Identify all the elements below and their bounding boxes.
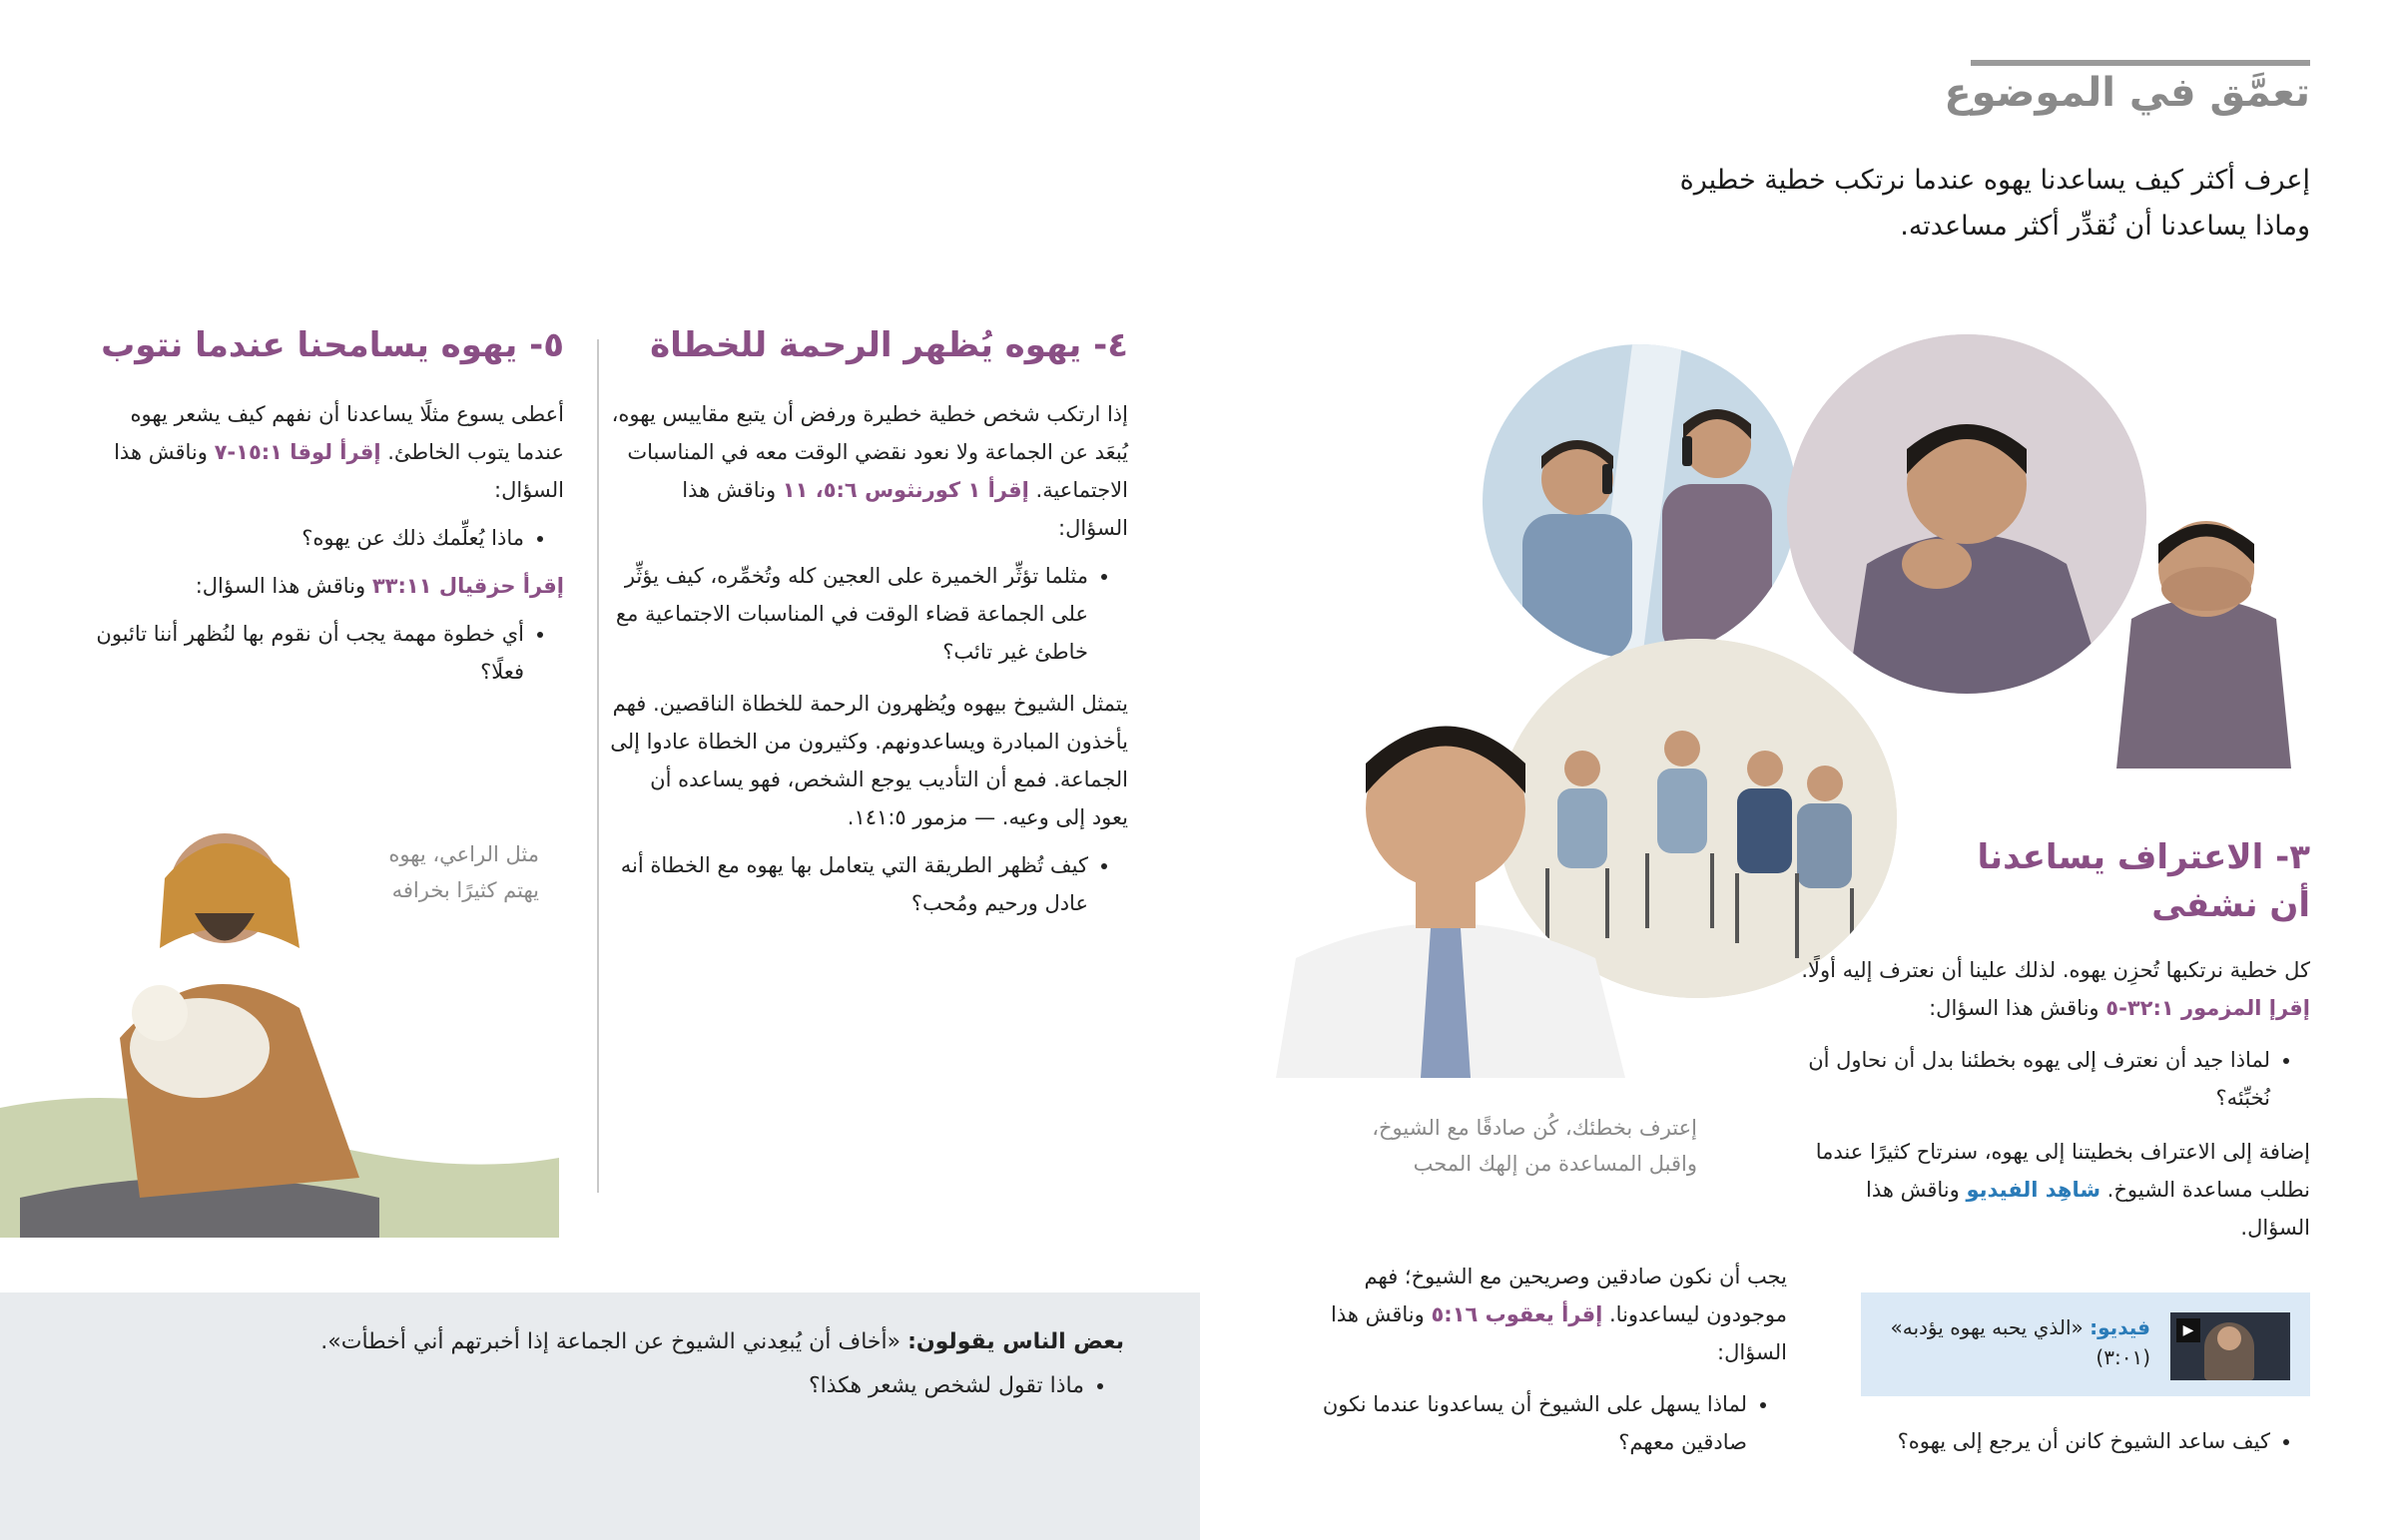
list-item: • أي خطوة مهمة يجب أن نقوم بها لنُظهر أننا تائبون فعلًا؟ [85,615,524,691]
people-say-box [0,1292,1200,1540]
section-confession [1791,833,2310,1247]
elders-paragraph: يجب أن نكون صادقين وصريحين مع الشيوخ؛ فهم موجودون ليساعدونا. إقرأ يعقوب ٥:١٦ وناقش هذا السؤال: [1330,1265,1787,1364]
section5-paragraph1: أعطى يسوع مثلًا يساعدنا أن نفهم كيف يشعر يهوه عندما يتوب الخاطئ. إقرأ لوقا ١٥:١-٧ وناقش هذا السؤال: [114,402,564,502]
section4-paragraph2: يتمثل الشيوخ بيهوه ويُظهرون الرحمة للخطاة الناقصين. فهم يأخذون المبادرة ويساعدونهم. وكثيرون من الخطاة عادوا إلى الجماعة. فمع أن التأديب يوجع الشخص، فهو يساعده أن يعود إلى وعيه. — مزمور ١٤١:٥. [610,692,1128,829]
header-rule [1971,60,2310,66]
page-title: تعمَّق في الموضوع [1944,70,2310,116]
section3-heading [1791,833,2310,929]
list-item: • كيف تُظهر الطريقة التي يتعامل بها يهوه مع الخطاة أنه عادل ورحيم ومُحب؟ [609,846,1088,922]
phone-call-illustration [1483,344,1797,659]
column-divider [597,339,599,1193]
shepherd-caption: مثل الراعي، يهوه يهتم كثيرًا بخرافه [388,842,539,902]
sad-man-illustration [2106,469,2296,769]
section3-heading-line1: ٣- الاعتراف يساعدنا [1977,837,2310,877]
list-item: • ماذا تقول لشخص يشعر هكذا؟ [126,1366,1084,1406]
section3-paragraph2: إضافة إلى الاعتراف بخطيتنا إلى يهوه، سنرتاح كثيرًا عندما نطلب مساعدة الشيوخ. شاهِد الفيديو وناقش هذا السؤال. [1815,1140,2310,1240]
section3-heading-line2: أن نشفى [2151,885,2310,925]
scripture-link-corinthians5[interactable]: إقرأ ١ كورنثوس ٥:٦، ١١ [782,478,1029,502]
section4-paragraph1: إذا ارتكب شخص خطية خطيرة ورفض أن يتبع مقاييس يهوه، يُبعَد عن الجماعة ولا نعود نقضي الوقت معه في المناسبات الاجتماعية. إقرأ ١ كورنثوس ٥:٦، ١١ وناقش هذا السؤال: [611,402,1128,540]
elders-section [1308,1258,1787,1467]
list-item: • لماذا يسهل على الشيوخ أن يساعدونا عندما نكون صادقين معهم؟ [1308,1385,1747,1461]
elders-questions [1308,1385,1787,1461]
section-mercy [609,321,1128,928]
list-item: • كيف ساعد الشيوخ كانن أن يرجع إلى يهوه؟ [1791,1422,2270,1460]
elders-caption: إعترف بخطئك، كُن صادقًا مع الشيوخ، واقبل المساعدة من إلهك المحب [1372,1116,1697,1176]
section4-questions [609,557,1128,671]
people-say-content [126,1322,1124,1412]
scripture-link-ezekiel33[interactable]: إقرأ حزقيال ٣٣:١١ [371,574,564,598]
section-forgiveness [85,321,564,697]
video-label: فيديو: [2090,1315,2150,1339]
video-thumbnail[interactable] [2170,1312,2290,1380]
list-item: • مثلما تؤثِّر الخميرة على العجين كله وتُخمِّره، كيف يؤثِّر على الجماعة قضاء الوقت في المناسبات الاجتماعية مع خاطئ غير تائب؟ [609,557,1088,671]
section4-questions-2 [609,846,1128,922]
video-caption [1871,1312,2150,1372]
people-say-questions [126,1366,1124,1406]
play-icon[interactable]: ▶ [2176,1318,2200,1342]
section5-questions-2 [85,615,564,691]
scripture-link-psalm32[interactable]: إقرإ المزمور ٣٢:١-٥ [2105,996,2310,1020]
section3-questions [1791,1041,2310,1117]
page-intro: إعرف أكثر كيف يساعدنا يهوه عندما نرتكب خطية خطيرة وماذا يساعدنا أن نُقدِّر أكثر مساعدته. [1679,165,2310,242]
watch-video-link[interactable]: شاهِد الفيديو [1966,1178,2100,1202]
people-say-label: بعض الناس يقولون: [907,1329,1124,1354]
section5-paragraph2: إقرأ حزقيال ٣٣:١١ وناقش هذا السؤال: [195,574,564,598]
list-item: • ماذا يُعلِّمك ذلك عن يهوه؟ [85,519,524,557]
list-item: • لماذا جيد أن نعترف إلى يهوه بخطئنا بدل أن نحاول أن نُخبِّئه؟ [1791,1041,2270,1117]
people-say-quote: بعض الناس يقولون: «أخاف أن يُبعِدني الشيوخ عن الجماعة إذا أخبرتهم أني أخطأت». [320,1329,1124,1354]
section4-heading: ٤- يهوه يُظهر الرحمة للخطاة [650,325,1128,365]
praying-man-illustration [1787,334,2146,694]
section3-paragraph1: كل خطية نرتكبها تُحزِن يهوه. لذلك علينا أن نعترف إليه أولًا. إقرإ المزمور ٣٢:١-٥ وناقش هذا السؤال: [1801,958,2310,1020]
scripture-link-luke15[interactable]: إقرأ لوقا ١٥:١-٧ [214,440,381,464]
section5-questions [85,519,564,557]
video-card[interactable] [1861,1292,2310,1396]
video-title: «الذي يحبه يهوه يؤدبه» (٣:٠١) [1890,1315,2150,1369]
young-man-illustration [1256,659,1635,1078]
section3-video-question [1791,1422,2310,1466]
scripture-link-james5[interactable]: إقرأ يعقوب ٥:١٦ [1431,1302,1603,1326]
section5-heading: ٥- يهوه يسامحنا عندما نتوب [101,325,564,365]
